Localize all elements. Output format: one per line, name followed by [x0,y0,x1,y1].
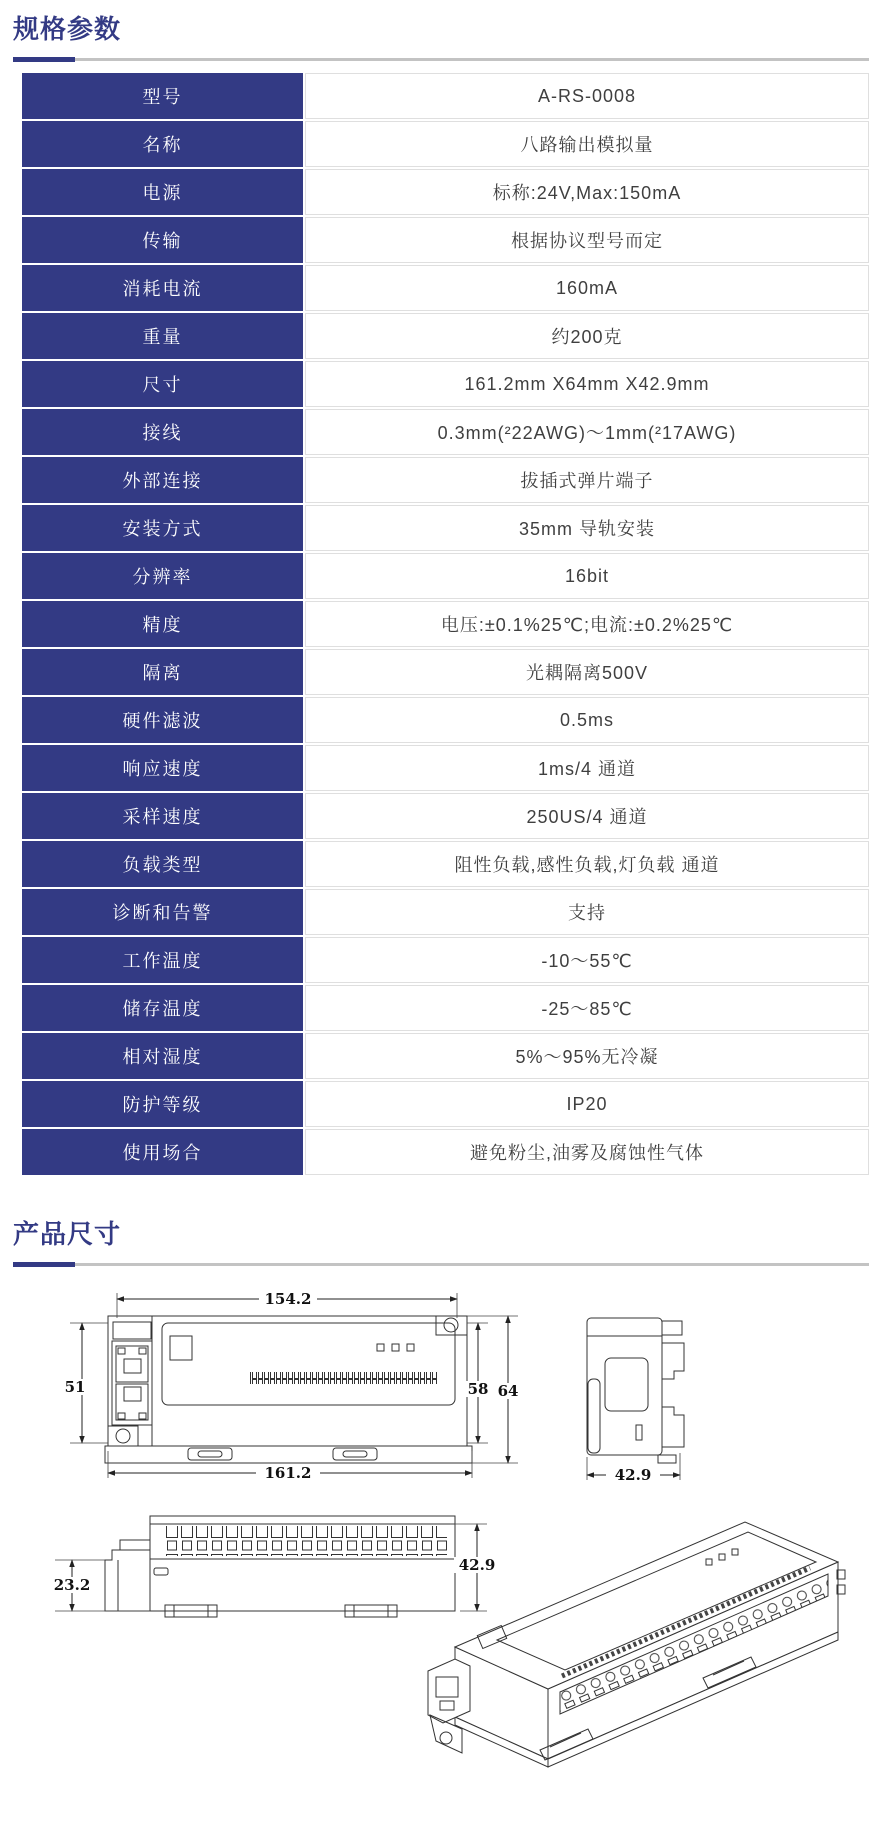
front-width-bottom-dim-label: 161.2 [264,1464,312,1482]
spec-row-label: 尺寸 [22,361,303,407]
spec-table-row [22,649,869,695]
spec-table-row [22,841,869,887]
spec-row-label: 精度 [22,601,303,647]
spec-table-row [22,553,869,599]
front-height-mid-dim-label: 58 [467,1380,489,1398]
spec-row-value: 161.2mm X64mm X42.9mm [305,361,869,407]
spec-row-value: -10～55℃ [305,937,869,983]
dimensions-section [0,1205,891,1822]
spec-row-value: 5%～95%无冷凝 [305,1033,869,1079]
spec-table-row [22,121,869,167]
spec-row-value: 1ms/4 通道 [305,745,869,791]
product-dimension-drawings [0,1283,891,1822]
dimensions-section-divider [13,1262,869,1267]
spec-table-row [22,745,869,791]
spec-row-label: 安装方式 [22,505,303,551]
front-height-left-dim-label: 51 [64,1378,86,1396]
spec-table-row [22,217,869,263]
spec-row-label: 隔离 [22,649,303,695]
spec-table-row [22,265,869,311]
spec-row-label: 相对湿度 [22,1033,303,1079]
spec-table-row [22,457,869,503]
spec-row-label: 使用场合 [22,1129,303,1175]
spec-row-value: 35mm 导轨安装 [305,505,869,551]
spec-table-row [22,793,869,839]
spec-row-label: 重量 [22,313,303,359]
spec-row-label: 型号 [22,73,303,119]
spec-row-value: 拔插式弹片端子 [305,457,869,503]
spec-row-value: -25～85℃ [305,985,869,1031]
spec-row-label: 分辨率 [22,553,303,599]
terminal-slots-row [250,1372,438,1384]
spec-row-value: 16bit [305,553,869,599]
spec-row-value: 250US/4 通道 [305,793,869,839]
dimensions-section-title: 产品尺寸 [13,1219,122,1249]
spec-row-label: 工作温度 [22,937,303,983]
spec-row-value: IP20 [305,1081,869,1127]
spec-row-value: 根据协议型号而定 [305,217,869,263]
spec-row-value: 约200克 [305,313,869,359]
spec-table [22,73,869,1175]
front-width-top-dim-label: 154.2 [264,1290,312,1308]
spec-section-title: 规格参数 [13,14,122,44]
spec-table-row [22,937,869,983]
spec-row-label: 名称 [22,121,303,167]
spec-row-value: 避免粉尘,油雾及腐蚀性气体 [305,1129,869,1175]
spec-row-label: 接线 [22,409,303,455]
spec-table-row [22,361,869,407]
spec-row-label: 外部连接 [22,457,303,503]
divider-line [13,1263,869,1266]
spec-table-row [22,889,869,935]
spec-row-label: 采样速度 [22,793,303,839]
spec-table-row [22,313,869,359]
spec-section-divider [13,57,869,62]
spec-row-value: 阻性负载,感性负载,灯负载 通道 [305,841,869,887]
divider-line [13,58,869,61]
side-view-drawing [587,1318,684,1484]
front-view-drawing [60,1290,522,1482]
spec-table-row [22,169,869,215]
spec-row-value: 160mA [305,265,869,311]
bottom-height-left-dim-label: 23.2 [53,1576,91,1594]
spec-row-value: 电压:±0.1%25℃;电流:±0.2%25℃ [305,601,869,647]
spec-row-label: 消耗电流 [22,265,303,311]
spec-row-label: 防护等级 [22,1081,303,1127]
divider-accent [13,57,75,62]
spec-row-value: 光耦隔离500V [305,649,869,695]
bottom-height-right-dim-label: 42.9 [458,1556,496,1574]
spec-table-row [22,1081,869,1127]
spec-table-row [22,1129,869,1175]
spec-table-row [22,697,869,743]
side-depth-dim-label: 42.9 [614,1466,652,1484]
front-height-right-dim-label: 64 [497,1382,519,1400]
bottom-view-drawing [50,1516,500,1617]
spec-row-label: 硬件滤波 [22,697,303,743]
spec-row-value: 0.5ms [305,697,869,743]
spec-table-row [22,601,869,647]
spec-row-label: 电源 [22,169,303,215]
divider-accent [13,1262,75,1267]
spec-row-value: A-RS-0008 [305,73,869,119]
spec-row-label: 传输 [22,217,303,263]
spec-row-value: 支持 [305,889,869,935]
spec-table-row [22,409,869,455]
spec-table-row [22,505,869,551]
spec-row-value: 标称:24V,Max:150mA [305,169,869,215]
spec-row-label: 响应速度 [22,745,303,791]
spec-row-label: 储存温度 [22,985,303,1031]
spec-row-label: 负载类型 [22,841,303,887]
spec-table-row [22,73,869,119]
spec-row-value: 八路输出模拟量 [305,121,869,167]
spec-row-label: 诊断和告警 [22,889,303,935]
terminal-blocks-row [163,1526,447,1556]
spec-table-row [22,1033,869,1079]
spec-row-value: 0.3mm(²22AWG)～1mm(²17AWG) [305,409,869,455]
spec-table-row [22,985,869,1031]
